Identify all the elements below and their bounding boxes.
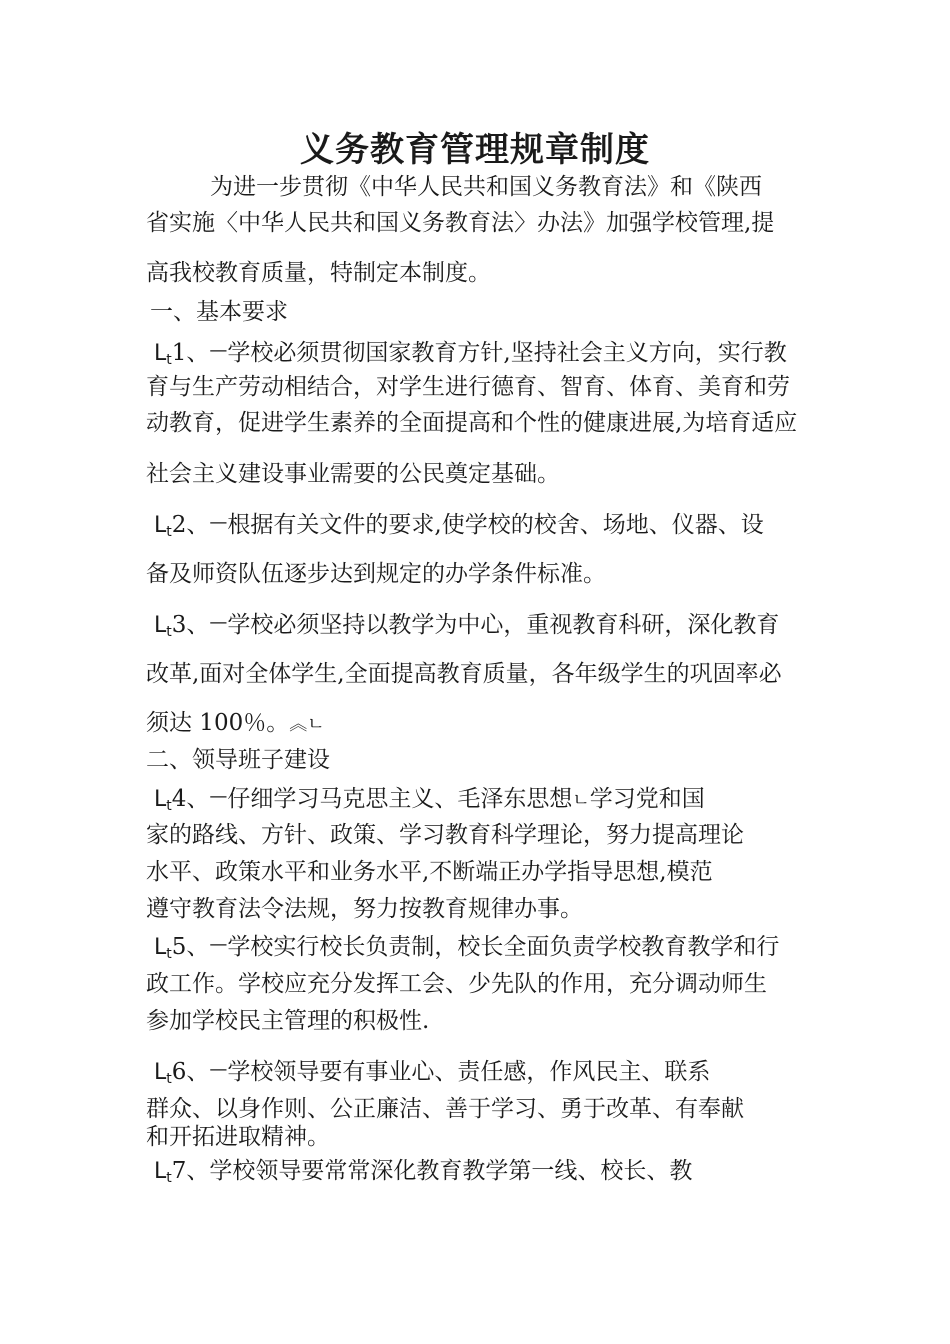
document-title: 义务教育管理规章制度 (300, 130, 650, 170)
item-marker: $L_t$ (154, 1159, 172, 1186)
item-4-line-2: 家的路线、方针、政策、学习教育科学理论，努力提高理论 (146, 822, 744, 848)
item-6-line-3: 和开拓进取精神。 (146, 1124, 330, 1150)
dash-mark: — (209, 340, 228, 361)
intro-line-3: 高我校教育质量，特制定本制度。 (146, 260, 491, 286)
item-2-line-1: $L_t2$、—根据有关文件的要求,使学校的校舍、场地、仪器、设 (154, 508, 764, 547)
item-4-line-4: 遵守教育法令法规，努力按教育规律办事。 (146, 896, 583, 922)
item-1-line-2: 育与生产劳动相结合，对学生进行德育、智育、体育、美育和劳 (146, 374, 790, 400)
dash-mark: — (209, 786, 228, 807)
bar-mark: ㄴ (572, 790, 590, 811)
item-3-line-2: 改革,面对全体学生,全面提高教育质量，各年级学生的巩固率必 (146, 661, 782, 687)
item-3-line-1: $L_t3$、—学校必须坚持以教学为中心，重视教育科研，深化教育 (154, 608, 779, 647)
item-1-line-1: $L_t1$、—学校必须贯彻国家教育方针,坚持社会主义方向，实行教 (154, 336, 787, 375)
item-5-line-2: 政工作。学校应充分发挥工会、少先队的作用，充分调动师生 (146, 971, 767, 997)
item-marker: $L_t$ (154, 935, 172, 962)
item-4-line-3: 水平、政策水平和业务水平,不断端正办学指导思想,模范 (146, 859, 713, 885)
item-7-line-1: $L_t7$、学校领导要常常深化教育教学第一线、校长、教 (154, 1158, 693, 1186)
dash-mark: — (209, 612, 228, 633)
item-1-line-4: 社会主义建设事业需要的公民奠定基础。 (146, 461, 560, 487)
item-6-line-2: 群众、以身作则、公正廉洁、善于学习、勇于改革、有奉献 (146, 1096, 744, 1122)
item-1-line-3: 动教育，促进学生素养的全面提高和个性的健康进展,为培育适应 (146, 410, 798, 436)
item-4-line-1: $L_t4$、—仔细学习马克思主义、毛泽东思想ㄴ学习党和国 (154, 782, 705, 821)
section-2-heading: 二、领导班子建设 (146, 747, 330, 773)
intro-line-1: 为进一步贯彻《中华人民共和国义务教育法》和《陕西 (210, 174, 762, 200)
item-marker: $L_t$ (154, 1060, 172, 1087)
item-5-line-1: $L_t5$、—学校实行校长负责制，校长全面负责学校教育教学和行 (154, 930, 779, 969)
item-5-line-3: 参加学校民主管理的积极性. (146, 1008, 430, 1034)
dash-mark: — (209, 512, 228, 533)
item-2-line-2: 备及师资队伍逐步达到规定的办学条件标准。 (146, 561, 606, 587)
dash-mark: — (209, 1059, 228, 1080)
item-3-line-3: 须达 100％。︽ㄴ (146, 710, 325, 736)
section-1-heading: 一、基本要求 (150, 299, 288, 325)
item-marker: $L_t$ (154, 613, 172, 640)
item-marker: $L_t$ (154, 341, 172, 368)
corner-mark: ︽ (289, 714, 308, 735)
tick-mark: ㄴ (307, 714, 325, 735)
item-marker: $L_t$ (154, 513, 172, 540)
item-6-line-1: $L_t6$、—学校领导要有事业心、责任感，作风民主、联系 (154, 1055, 710, 1094)
intro-line-2: 省实施〈中华人民共和国义务教育法〉办法》加强学校管理,提 (146, 210, 775, 236)
item-marker: $L_t$ (154, 787, 172, 814)
dash-mark: — (209, 934, 228, 955)
